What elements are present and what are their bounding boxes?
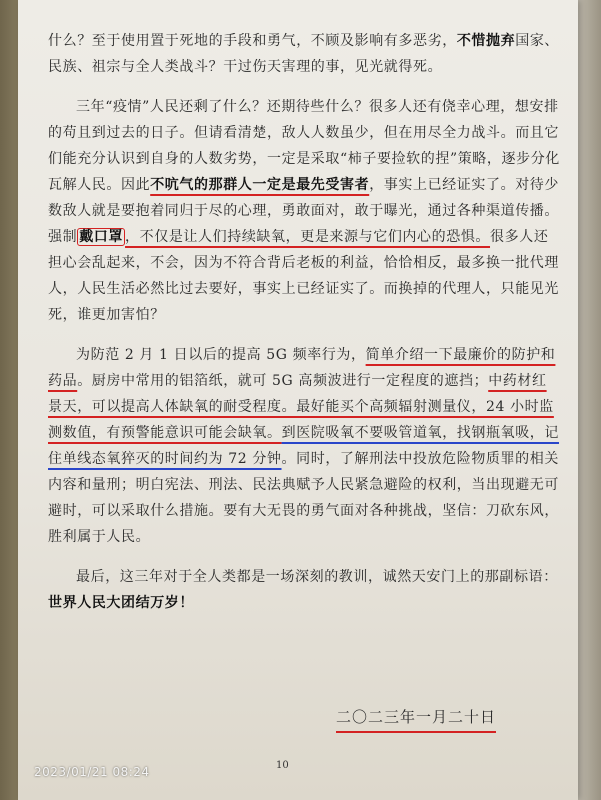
paragraph-2-text-c: ，事实上已经证实了。对待少数敌人就是要抱着同归于尽的心理，勇敢面对，敢于曝光，通过各种渠道传播。强制 [48, 177, 560, 245]
paragraph-2 [48, 94, 560, 328]
paragraph-3-highlight-oxygen: 到医院吸氧不要吸管道氧，找钢瓶氧吸，记住单线态氧猝灭的时间约为 72 分钟 [48, 425, 560, 467]
paragraph-2-highlight-victims: 不吭气的那群人一定是最先受害者 [150, 177, 370, 193]
paragraph-4-text-a: 最后，这三年对于全人类都是一场深刻的教训，诚然天安门上的那副标语： [76, 569, 558, 585]
paragraph-4 [48, 564, 560, 616]
document-page [18, 0, 578, 800]
paragraph-1-text-c: 国家、民族、祖宗与全人类战斗？干过伤天害理的事，见光就得死。 [48, 33, 560, 75]
paragraph-4-slogan: 世界人民大团结万岁！ [48, 595, 194, 611]
paragraph-1-bold: 不惜抛弃 [456, 33, 516, 49]
paragraph-2-text-a: 三年“疫情”人民还剩了什么？还期待些什么？很多人还有侥幸心理，想安排的苟且到过去的日子。但请看清楚，敌人人数虽少，但在用尽全力战斗。而且它们能充分认识到自身的人数劣势，一定是采取“柿子要捡软的捏”策略，逐步分化瓦解人民。因此 [48, 99, 560, 193]
paragraph-3-text-f: 。同时，了解刑法中投放危险物质罪的相关内容和量刑；明白宪法、刑法、民法典赋予人民紧急避险的权利，当出现避无可避时，可以采取什么措施。要有大无畏的勇气面对各种挑战，坚信：刀砍东风，胜利属于人民。 [48, 451, 559, 545]
paragraph-2-highlight-mask: 戴口罩 [79, 229, 124, 245]
paragraph-1 [48, 28, 560, 80]
paragraph-3-highlight-protection: 简单介绍一下最廉价的防护和药品 [48, 347, 556, 389]
paragraph-2-text-f: 很多人还担心会乱起来，不会，因为不符合背后老板的利益，恰恰相反，最多换一批代理人，人民生活必然比过去要好，事实上已经证实了。而换掉的代理人，只能见光死，谁更加害怕？ [48, 229, 559, 323]
paragraph-1-text-a: 什么？至于使用置于死地的手段和勇气，不顾及影响有多恶劣， [48, 33, 457, 49]
page-number: 10 [276, 760, 289, 771]
document-body [48, 28, 560, 616]
signature-date: 二〇二三年一月二十日 [336, 706, 496, 733]
paragraph-2-highlight-fear: ，不仅是让人们持续缺氧，更是来源与它们内心的恐惧。 [125, 229, 491, 245]
photo-timestamp: 2023/01/21 08:24 [34, 765, 150, 779]
paragraph-3 [48, 342, 560, 550]
paragraph-3-text-a: 为防范 2 月 1 日以后的提高 5G 频率行为， [76, 347, 366, 363]
paragraph-3-highlight-herb: 中药材红景天，可以提高人体缺氧的耐受程度。最好能买个高频辐射测量仪，24 小时监测数值，有预警能意识可能会缺氧。 [48, 373, 554, 441]
paragraph-3-text-c: 。厨房中常用的铝箔纸，就可 5G 高频波进行一定程度的遮挡； [77, 373, 489, 389]
